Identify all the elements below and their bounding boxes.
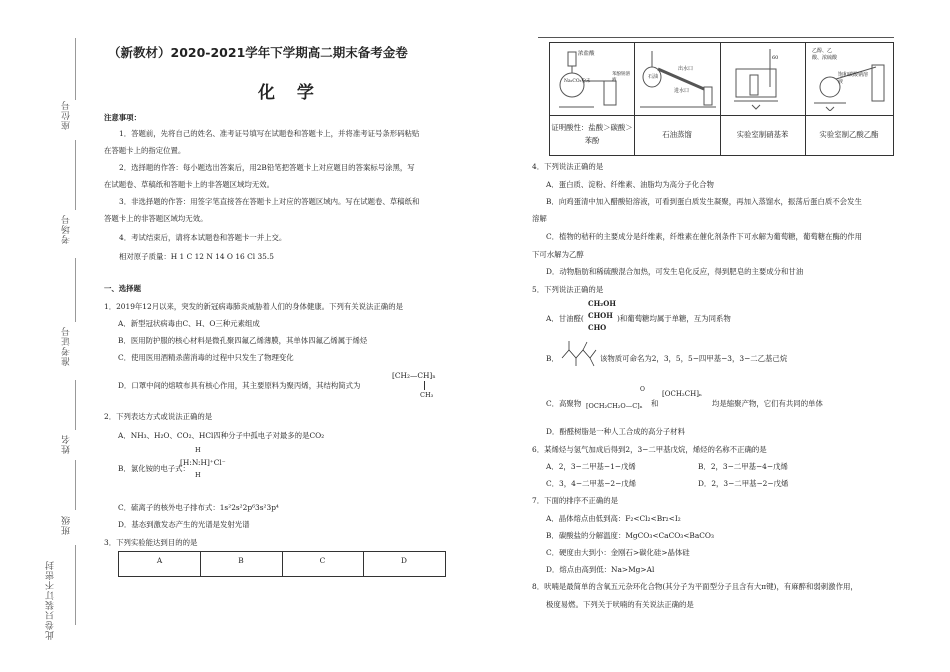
q7-option-c: C．硬度由大到小：金刚石>碳化硅>晶体硅 — [546, 548, 690, 557]
polymer-2: [OCH₂CH]ₙ — [662, 390, 702, 398]
note-line: 在答题卡上的指定位置。 — [104, 146, 186, 155]
note-line: 2．选择题的作答：每小题选出答案后，用2B铅笔把答题卡上对应题目的答案标号涂黑，写 — [119, 163, 415, 172]
q4-option-c: C．植物的秸秆的主要成分是纤维素，纤维素在催化剂条件下可水解为葡萄糖，葡萄糖在酶的作用 — [546, 232, 863, 241]
admission-no-label: 准考证号 — [62, 326, 72, 366]
methyl-group: CH₃ — [420, 391, 434, 399]
polypropylene-formula: [CH₂—CH]ₙ — [392, 371, 436, 380]
q1-option-d: D．口罩中间的熔喷布具有核心作用，其主要原料为聚丙烯，其结构简式为 — [118, 381, 361, 390]
q7-option-a: A．晶体熔点由低到高：F₂<Cl₂<Br₂<I₂ — [546, 514, 681, 523]
bond-line — [424, 381, 425, 390]
table-row-divider — [550, 115, 893, 116]
polymer-1: [OCH₂CH₂O—C]ₙ — [586, 402, 643, 410]
seal-notice: 此卷只装订不密封 — [46, 560, 56, 640]
electron-formula-bottom: H — [195, 471, 201, 479]
q7-option-b: B．碳酸盐的分解温度：MgCO₃<CaCO₃<BaCO₃ — [546, 531, 714, 540]
name-label: 姓名 — [62, 434, 72, 454]
q5-option-a-pre: A．甘油醛( — [546, 314, 584, 323]
caption-a: 证明酸性：盐酸＞碳酸＞苯酚 — [551, 123, 633, 146]
label-water-out: 出水口 — [678, 66, 694, 72]
apparatus-c-figure — [724, 47, 802, 111]
q4-option-b-cont: 溶解 — [532, 214, 547, 223]
note-line: 在试题卷、草稿纸和答题卡上的非答题区域均无效。 — [104, 180, 274, 189]
q2-option-a: A．NH₃、H₂O、CO₂、HCl四种分子中孤电子对最多的是CO₂ — [118, 431, 325, 440]
q5-stem: 5．下列说法正确的是 — [532, 285, 604, 294]
seat-no-label: 座位号 — [62, 100, 72, 130]
struct-ch2oh: CH₂OH — [588, 299, 616, 308]
experiment-table — [549, 42, 894, 156]
q4-stem: 4．下列说法正确的是 — [532, 162, 604, 171]
label-na2co3: Na₂CO₃粉末 — [564, 79, 591, 84]
section-heading: 一、选择题 — [104, 284, 141, 293]
carbonyl-o: O — [640, 386, 645, 393]
note-line: 答题卡上的非答题区域均无效。 — [104, 214, 208, 223]
q6-option-d: D．2，3−二甲基−2−戊烯 — [698, 479, 789, 488]
top-rule — [538, 37, 894, 38]
q2-stem: 2．下列表达方式或说法正确的是 — [104, 412, 213, 421]
electron-formula-top: H — [195, 446, 201, 454]
label-saturated-na2co3: 饱和碳酸钠溶液 — [838, 72, 869, 85]
label-oil: 石油 — [648, 74, 659, 80]
label-phenol-solution: 苯酚钠溶液 — [612, 72, 630, 83]
label-temp: 60 — [772, 55, 779, 61]
skeletal-structure-figure — [560, 338, 598, 368]
q6-option-b: B．2，3−二甲基−4−戊烯 — [698, 462, 788, 471]
q3-option-table — [118, 551, 446, 577]
q8-stem-cont: 极度易燃。下列关于吠喃的有关说法正确的是 — [546, 600, 694, 609]
label-conc-hcl: 浓盐酸 — [578, 51, 595, 57]
q5-option-a-post: )和葡萄糖均属于单糖，互为同系物 — [617, 314, 731, 323]
binding-line — [75, 258, 76, 322]
table-header-d: D — [401, 556, 407, 565]
q2-option-d: D．基态到激发态产生的光谱是发射光谱 — [118, 520, 250, 529]
ammonium-chloride-formula: [H:N:H]⁺Cl⁻ — [180, 458, 226, 467]
note-line: 4．考试结束后，请将本试题卷和答题卡一并上交。 — [119, 233, 287, 242]
exam-room-label: 考场号 — [62, 214, 72, 244]
q7-option-d: D．熔点由高到低：Na>Mg>Al — [546, 565, 655, 574]
q5-and: 和 — [651, 399, 659, 408]
binding-line — [75, 140, 76, 210]
q1-stem: 1．2019年12月以来，突发的新冠病毒肺炎威胁着人们的身体健康。下列有关说法正确的是 — [104, 302, 403, 311]
q6-option-c: C．3，4−二甲基−2−戊烯 — [546, 479, 637, 488]
q1-option-c: C．使用医用酒精杀菌消毒的过程中只发生了物理变化 — [118, 353, 294, 362]
q2-option-b: B．氯化铵的电子式： — [118, 464, 190, 473]
q5-option-c-pre: C．高聚物 — [546, 399, 582, 408]
q5-option-b-letter: B． — [546, 354, 559, 363]
q5-option-b: 该物质可命名为2，3，5，5−四甲基−3，3−二乙基己烷 — [600, 354, 788, 363]
binding-line — [75, 460, 76, 510]
q3-stem: 3．下列实验能达到目的的是 — [104, 538, 198, 547]
q7-stem: 7．下面的排序不正确的是 — [532, 496, 619, 505]
atomic-mass: 相对原子质量：H 1 C 12 N 14 O 16 Cl 35.5 — [119, 252, 274, 261]
table-header-a: A — [156, 556, 163, 565]
struct-choh: CHOH — [588, 311, 613, 320]
class-label: 班级 — [62, 515, 72, 535]
subject-title: 化 学 — [258, 83, 322, 103]
table-header-c: C — [319, 556, 326, 565]
note-line: 1．答题前，先将自己的姓名、准考证号填写在试题卷和答题卡上，并将准考证号条形码粘贴 — [119, 129, 420, 138]
q8-stem: 8．吠喃是最简单的含氧五元杂环化合物(其分子为平面型分子且含有大π键)，有麻醉和弱刺激作用， — [532, 582, 858, 591]
caption-d: 实验室制乙酸乙酯 — [819, 130, 879, 139]
q5-option-d: D．酚醛树脂是一种人工合成的高分子材料 — [546, 427, 685, 436]
q2-option-c: C．硫离子的核外电子排布式：1s²2s²2p⁶3s²3p⁴ — [118, 503, 279, 512]
q6-stem: 6．某烯烃与氢气加成后得到2，3−二甲基戊烷，烯烃的名称不正确的是 — [532, 445, 767, 454]
caption-b: 石油蒸馏 — [662, 130, 692, 139]
binding-line — [75, 545, 76, 625]
q4-option-a: A．蛋白质、淀粉、纤维素、油脂均为高分子化合物 — [546, 180, 714, 189]
label-water-in: 进水口 — [674, 88, 690, 94]
q4-option-c-cont: 下可水解为乙醇 — [532, 250, 584, 259]
exam-title: （新教材）2020-2021学年下学期高二期末备考金卷 — [108, 45, 408, 60]
q1-option-a: A．新型冠状病毒由C、H、O三种元素组成 — [118, 319, 260, 328]
binding-line — [75, 380, 76, 430]
struct-cho: CHO — [588, 323, 607, 332]
q4-option-b: B．向鸡蛋清中加入醋酸铅溶液，可看到蛋白质发生凝聚，再加入蒸馏水，振荡后蛋白质不会发生 — [546, 197, 862, 206]
note-line: 3．非选择题的作答：用签字笔直接答在答题卡上对应的答题区域内。写在试题卷、草稿纸和 — [119, 197, 420, 206]
q6-option-a: A．2，3−二甲基−1−戊烯 — [546, 462, 636, 471]
caption-c: 实验室制硝基苯 — [736, 130, 789, 139]
q4-option-d: D．动物脂肪和稀硫酸混合加热，可发生皂化反应，得到肥皂的主要成分和甘油 — [546, 267, 804, 276]
label-reagents: 乙醇、乙酸、浓硫酸 — [812, 48, 838, 61]
table-header-b: B — [238, 556, 244, 565]
notes-heading: 注意事项： — [104, 113, 141, 122]
binding-line — [75, 38, 76, 100]
q5-option-c-post: 均是缩聚产物，它们有共同的单体 — [712, 399, 823, 408]
q1-option-b: B．医用防护服的核心材料是微孔聚四氟乙烯薄膜，其单体四氟乙烯属于烯烃 — [118, 336, 368, 345]
